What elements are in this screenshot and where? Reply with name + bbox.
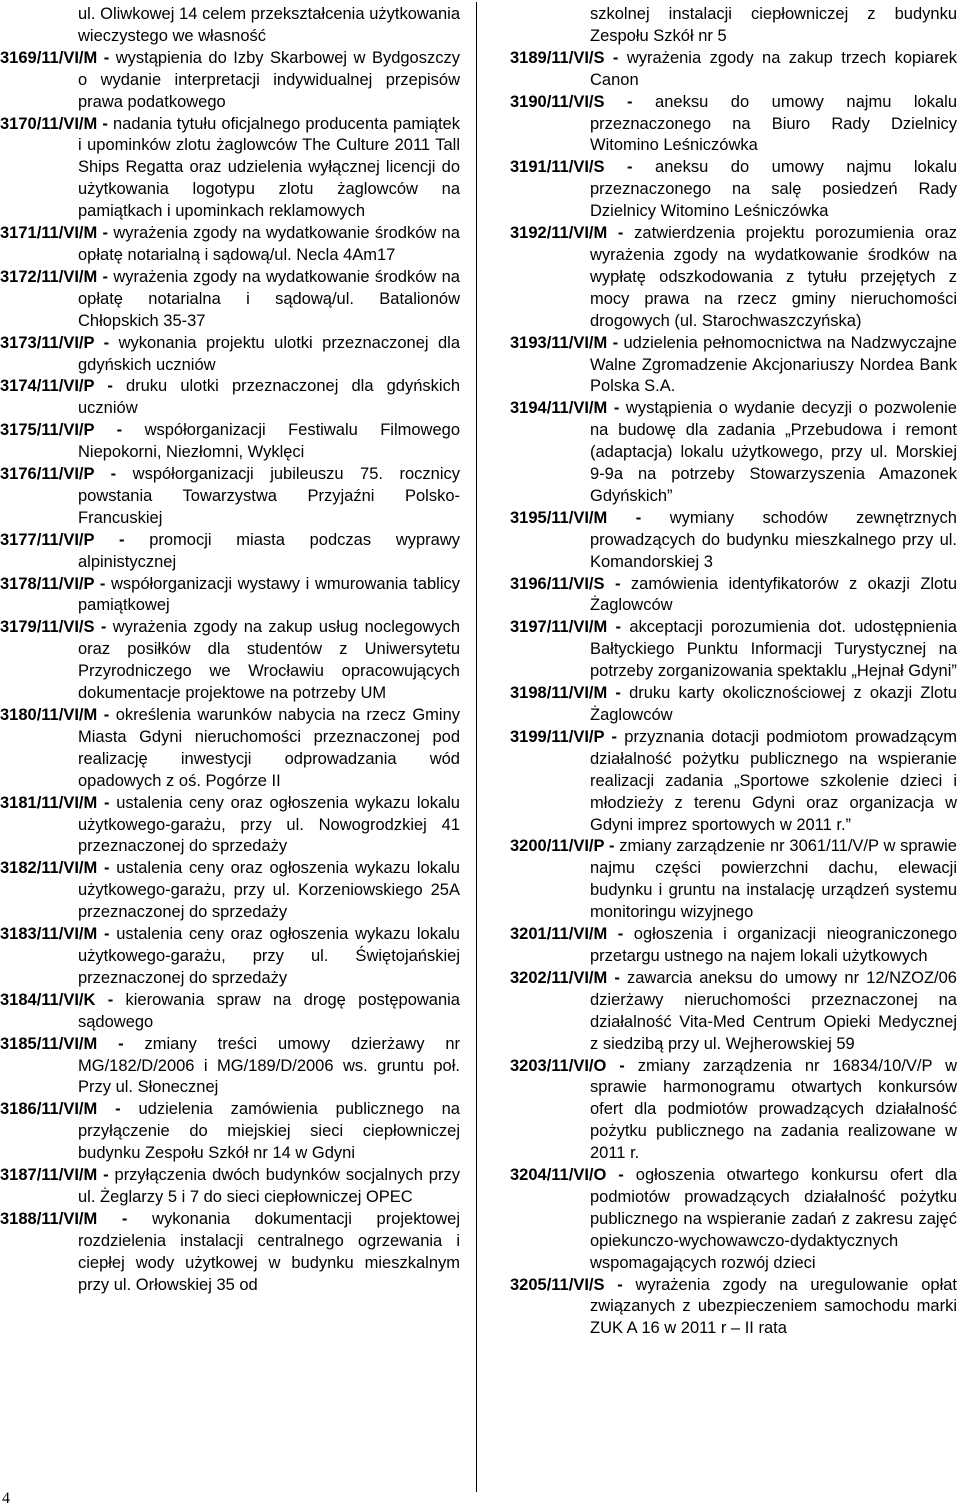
resolution-text: zmiany zarządzenie nr 3061/11/V/P w sprawie najmu części powierzchni dachu, elewacji budynku i gruntu na instalację urządzeń systemu monitoringu wizyjnego	[590, 837, 957, 922]
resolution-number: 3195/11/VI/M -	[510, 508, 642, 527]
resolution-text: ogłoszenia i organizacji nieograniczonego przetargu ustnego na najem lokali użytkowych	[590, 925, 957, 965]
resolution-text: zawarcia aneksu do umowy nr 12/NZOZ/06 dzierżawy nieruchomości przeznaczonej na działalność Vita-Med Centrum Opieki Medycznej z siedzibą przy ul. Wejherowskiej 59	[590, 968, 957, 1053]
resolution-entry	[510, 157, 957, 223]
resolution-number: 3175/11/VI/P -	[0, 421, 123, 440]
resolution-number: 3174/11/VI/P -	[0, 377, 113, 396]
resolution-text: przyznania dotacji podmiotom prowadzącym działalność pożytku publicznego na wspieranie realizacji zadania „Sportowe szkolenie dzieci i młodzieży z terenu Gdyni oraz organizacja w Gdyni imprez sportowych w 2011 r.”	[590, 727, 957, 834]
resolution-number: 3200/11/VI/P -	[510, 837, 615, 856]
resolution-text: ogłoszenia otwartego konkursu ofert dla podmiotów prowadzących działalność pożytku publicznego na wspieranie zadań z zakresu zajęć opiekunczo-wychowawczo-dydaktycznych wspomagających rozwój dzieci	[590, 1166, 957, 1272]
resolution-text: kierowania spraw na drogę postępowania sądowego	[78, 990, 460, 1031]
resolution-number: 3198/11/VI/M -	[510, 684, 621, 703]
resolution-number: 3186/11/VI/M -	[0, 1100, 121, 1119]
resolution-entry	[0, 464, 460, 530]
right-column	[510, 4, 957, 1340]
resolution-entry	[510, 924, 957, 968]
resolution-entry	[0, 574, 460, 618]
entry-continuation	[510, 4, 957, 48]
resolution-entry	[0, 333, 460, 377]
resolution-entry	[510, 92, 957, 158]
resolution-text: akceptacji porozumienia dot. udostępnienia Bałtyckiego Punktu Informacji Turystycznej na potrzeby zorganizowania spektaklu „Hejnał Gdyni”	[590, 618, 957, 681]
resolution-text: promocji miasta podczas wyprawy alpinistycznej	[78, 530, 460, 571]
resolution-text: współorganizacji jubileuszu 75. rocznicy powstania Towarzystwa Przyjaźni Polsko-Francuskiej	[78, 465, 460, 527]
resolution-entry	[0, 793, 460, 859]
resolution-number: 3201/11/VI/M -	[510, 925, 624, 944]
resolution-entry	[0, 990, 460, 1034]
resolution-number: 3185/11/VI/M -	[0, 1034, 124, 1053]
resolution-entry	[0, 617, 460, 705]
resolution-text: współorganizacji wystawy i wmurowania tablicy pamiątkowej	[78, 574, 460, 615]
resolution-text: wymiany schodów zewnętrznych prowadzących do budynku mieszkalnego przy ul. Komandorskiej 3	[590, 508, 957, 571]
resolution-number: 3176/11/VI/P -	[0, 465, 117, 484]
resolution-number: 3169/11/VI/M -	[0, 48, 110, 67]
resolution-number: 3177/11/VI/P -	[0, 530, 125, 549]
resolution-text: wyrażenia zgody na uregulowanie opłat związanych z ubezpieczeniem samochodu marki ZUK A 16 w 2011 r – II rata	[590, 1275, 957, 1338]
resolution-number: 3190/11/VI/S -	[510, 92, 633, 111]
resolution-entry	[0, 1034, 460, 1100]
resolution-text: wyrażenia zgody na wydatkowanie środków na opłatę notarialną i sądową/ul. Necla 4Am17	[78, 224, 460, 264]
resolution-entry	[0, 924, 460, 990]
resolution-number: 3189/11/VI/S -	[510, 48, 619, 67]
resolution-entry	[510, 223, 957, 333]
resolution-number: 3183/11/VI/M -	[0, 925, 110, 944]
entry-continuation	[0, 4, 460, 48]
resolution-text: aneksu do umowy najmu lokalu przeznaczonego na Biuro Rady Dzielnicy Witomino Leśniczówka	[590, 92, 957, 155]
resolution-number: 3187/11/VI/M -	[0, 1166, 109, 1185]
resolution-entry	[0, 114, 460, 224]
resolution-number: 3194/11/VI/M -	[510, 399, 620, 418]
resolution-text: ul. Oliwkowej 14 celem przekształcenia użytkowania wieczystego we własność	[78, 5, 460, 45]
resolution-entry	[510, 968, 957, 1056]
resolution-text: druku ulotki przeznaczonej dla gdyńskich uczniów	[78, 377, 460, 418]
resolution-text: wyrażenia zgody na wydatkowanie środków na opłatę notarialna i sądową/ul. Batalionów Chłopskich 35-37	[78, 267, 460, 330]
resolution-number: 3196/11/VI/S -	[510, 574, 621, 593]
resolution-entry	[510, 48, 957, 92]
resolution-entry	[0, 530, 460, 574]
resolution-number: 3182/11/VI/M -	[0, 859, 110, 878]
resolution-text: udzielenia zamówienia publicznego na przyłączenie do miejskiej sieci ciepłowniczej budynku Zespołu Szkół nr 14 w Gdyni	[78, 1100, 460, 1163]
resolution-number: 3205/11/VI/S -	[510, 1275, 623, 1294]
resolution-text: ustalenia ceny oraz ogłoszenia wykazu lokalu użytkowego-garażu, przy ul. Korzeniowskiego 25A przeznaczonej do sprzedaży	[78, 859, 460, 922]
resolution-number: 3193/11/VI/M -	[510, 333, 619, 352]
resolution-text: zmiany treści umowy dzierżawy nr MG/182/D/2006 i MG/189/D/2006 ws. gruntu poł. Przy ul. Słonecznej	[78, 1034, 460, 1097]
resolution-number: 3172/11/VI/M -	[0, 267, 109, 286]
resolution-number: 3180/11/VI/M -	[0, 706, 110, 724]
resolution-text: druku karty okolicznościowej z okazji Zlotu Żaglowców	[590, 684, 957, 724]
resolution-text: wyrażenia zgody na zakup trzech kopiarek Canon	[590, 48, 957, 89]
resolution-entry	[0, 1165, 460, 1209]
resolution-entry	[0, 1209, 460, 1297]
resolution-entry	[0, 223, 460, 267]
resolution-entry	[0, 1099, 460, 1165]
resolution-number: 3203/11/VI/O -	[510, 1056, 625, 1075]
resolution-entry	[510, 617, 957, 683]
resolution-number: 3173/11/VI/P -	[0, 333, 110, 352]
resolution-text: zmiany zarządzenia nr 16834/10/V/P w sprawie harmonogramu otwartych konkursów ofert dla podmiotów prowadzących działalność pożytku publicznego na zadania realizowane w 2011 r.	[590, 1056, 958, 1163]
resolution-number: 3171/11/VI/M -	[0, 224, 109, 243]
resolution-number: 3191/11/VI/S -	[510, 158, 633, 177]
resolution-number: 3202/11/VI/M -	[510, 968, 620, 987]
resolution-text: zatwierdzenia projektu porozumienia oraz wyrażenia zgody na wydatkowanie środków na wypłatę odszkodowania z tytułu przejętych z mocy prawa na rzecz gminy nieruchomości drogowych (ul. Starochwaszczyńska)	[590, 224, 957, 330]
resolution-entry	[0, 705, 460, 793]
resolution-text: wykonania dokumentacji projektowej rozdzielenia instalacji centralnego ogrzewania i ciepłej wody użytkowej w budynku mieszkalnym przy ul. Orłowskiej 35 od	[78, 1209, 460, 1294]
resolution-text: określenia warunków nabycia na rzecz Gminy Miasta Gdyni nieruchomości przeznaczonej pod realizację inwestycji odprowadzania wód opadowych z oś. Pogórze II	[78, 706, 460, 790]
resolution-number: 3197/11/VI/M -	[510, 618, 622, 637]
resolution-text: współorganizacji Festiwalu Filmowego Niepokorni, Niezłomni, Wyklęci	[78, 421, 460, 462]
resolution-text: przyłączenia dwóch budynków socjalnych przy ul. Żeglarzy 5 i 7 do sieci ciepłowniczej OPEC	[78, 1166, 460, 1206]
resolution-number: 3192/11/VI/M -	[510, 224, 624, 243]
resolution-text: wystąpienia do Izby Skarbowej w Bydgoszczy o wydanie interpretacji indywidualnej przepisów prawa podatkowego	[78, 48, 460, 111]
resolution-entry	[510, 398, 957, 508]
resolution-entry	[510, 1275, 957, 1341]
resolution-entry	[510, 508, 957, 574]
resolution-text: nadania tytułu oficjalnego producenta pamiątek i upominków zlotu żaglowców The Culture 2011 Tall Ships Regatta oraz udzielenia wyłącznej licencji do użytkowania logotypu zlotu żaglowców na pamiątkach i upominkach reklamowych	[78, 114, 460, 221]
resolution-number: 3184/11/VI/K -	[0, 990, 114, 1009]
resolution-number: 3199/11/VI/P -	[510, 727, 617, 746]
resolution-entry	[510, 574, 957, 618]
resolution-text: wystąpienia o wydanie decyzji o pozwolenie na budowę dla zadania „Przebudowa i remont (adaptacja) lokalu użytkowego, przy ul. Morskiej 9-9a na potrzeby Stowarzyszenia Amazonek Gdyńskich”	[590, 399, 957, 505]
resolution-text: zamówienia identyfikatorów z okazji Zlotu Żaglowców	[590, 574, 957, 615]
left-column	[0, 4, 460, 1296]
resolution-text: ustalenia ceny oraz ogłoszenia wykazu lokalu użytkowego-garażu, przy ul. Nowogrodzkiej 41 przeznaczonej do sprzedaży	[78, 793, 460, 856]
resolution-entry	[0, 48, 460, 114]
page-number: 4	[2, 1490, 10, 1507]
resolution-number: 3170/11/VI/M -	[0, 114, 108, 133]
resolution-entry	[510, 727, 957, 837]
resolution-entry	[510, 836, 957, 924]
resolution-number: 3181/11/VI/M -	[0, 793, 110, 812]
resolution-text: wyrażenia zgody na zakup usług noclegowych oraz posiłków dla studentów z Uniwersytetu Przyrodniczego we Wrocławiu opracowujących dokumentacje projektowe na potrzeby UM	[78, 618, 460, 703]
resolution-entry	[0, 858, 460, 924]
resolution-entry	[510, 1056, 957, 1166]
resolution-number: 3179/11/VI/S -	[0, 618, 107, 637]
resolution-entry	[510, 683, 957, 727]
resolution-text: udzielenia pełnomocnictwa na Nadzwyczajne Walne Zgromadzenie Akcjonariuszy Nordea Bank Polska S.A.	[590, 333, 957, 396]
resolution-text: wykonania projektu ulotki przeznaczonej dla gdyńskich uczniów	[78, 333, 461, 374]
resolution-entry	[510, 333, 957, 399]
resolution-text: szkolnej instalacji ciepłowniczej z budynku Zespołu Szkół nr 5	[590, 5, 957, 45]
resolution-number: 3188/11/VI/M -	[0, 1209, 128, 1228]
resolution-entry	[0, 267, 460, 333]
resolution-text: aneksu do umowy najmu lokalu przeznaczonego na salę posiedzeń Rady Dzielnicy Witomino Leśniczówka	[590, 158, 957, 221]
resolution-entry	[0, 420, 460, 464]
resolution-entry	[510, 1165, 957, 1275]
resolution-number: 3204/11/VI/O -	[510, 1166, 624, 1185]
column-divider	[476, 2, 477, 1492]
resolution-entry	[0, 376, 460, 420]
resolution-number: 3178/11/VI/P -	[0, 574, 106, 593]
resolution-text: ustalenia ceny oraz ogłoszenia wykazu lokalu użytkowego-garażu, przy ul. Świętojańskiej przeznaczonej do sprzedaży	[78, 925, 460, 987]
